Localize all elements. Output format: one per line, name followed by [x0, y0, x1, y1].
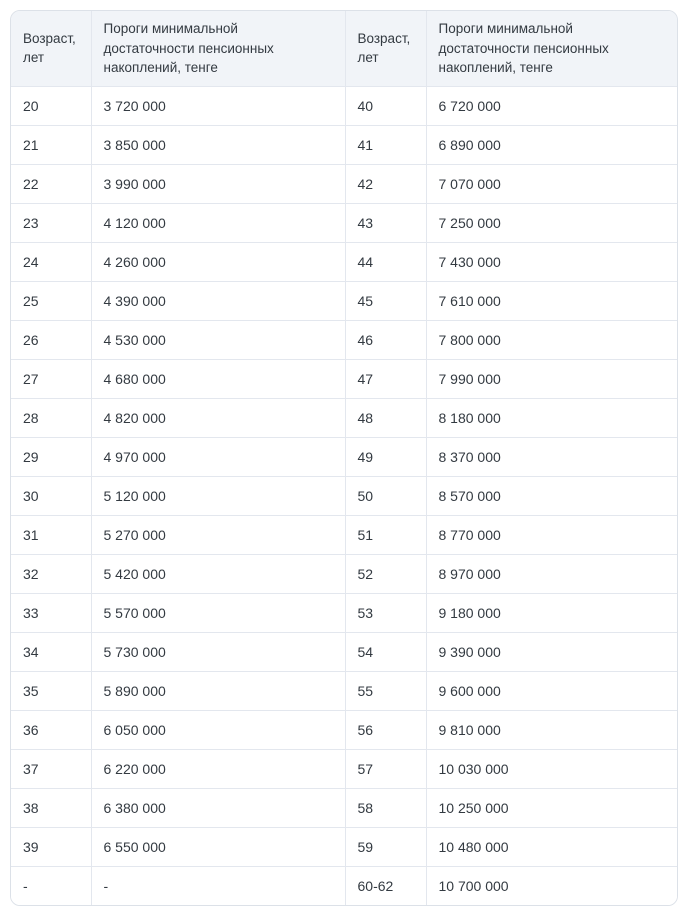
- threshold-cell: 10 700 000: [426, 866, 678, 905]
- data-row: [11, 827, 678, 866]
- data-row: [11, 242, 678, 281]
- threshold-cell: 10 480 000: [426, 827, 678, 866]
- data-row: [11, 476, 678, 515]
- threshold-cell: 3 720 000: [91, 86, 345, 125]
- age-cell: 42: [345, 164, 426, 203]
- age-cell: 23: [11, 203, 91, 242]
- age-cell: 35: [11, 671, 91, 710]
- threshold-cell: 7 990 000: [426, 359, 678, 398]
- age-cell: 40: [345, 86, 426, 125]
- threshold-cell: 6 720 000: [426, 86, 678, 125]
- age-cell: 60-62: [345, 866, 426, 905]
- threshold-cell: 8 370 000: [426, 437, 678, 476]
- table-body: [11, 86, 678, 905]
- threshold-cell: 10 030 000: [426, 749, 678, 788]
- age-cell: 32: [11, 554, 91, 593]
- threshold-column-header: Пороги минимальной достаточности пенсионных накоплений, тенге: [91, 11, 345, 86]
- threshold-cell: 8 180 000: [426, 398, 678, 437]
- age-cell: 39: [11, 827, 91, 866]
- threshold-cell: 6 380 000: [91, 788, 345, 827]
- age-cell: 56: [345, 710, 426, 749]
- age-cell: 43: [345, 203, 426, 242]
- age-cell: 36: [11, 710, 91, 749]
- data-row: [11, 632, 678, 671]
- age-cell: 21: [11, 125, 91, 164]
- threshold-cell: 8 570 000: [426, 476, 678, 515]
- threshold-cell: -: [91, 866, 345, 905]
- age-cell: 31: [11, 515, 91, 554]
- data-row: [11, 437, 678, 476]
- age-cell: 29: [11, 437, 91, 476]
- data-row: [11, 125, 678, 164]
- threshold-cell: 4 260 000: [91, 242, 345, 281]
- data-row: [11, 281, 678, 320]
- data-row: [11, 671, 678, 710]
- data-row: [11, 398, 678, 437]
- threshold-cell: 8 970 000: [426, 554, 678, 593]
- age-column-header: Возраст, лет: [11, 11, 91, 86]
- threshold-cell: 5 420 000: [91, 554, 345, 593]
- threshold-cell: 4 120 000: [91, 203, 345, 242]
- threshold-cell: 10 250 000: [426, 788, 678, 827]
- age-cell: 55: [345, 671, 426, 710]
- threshold-cell: 8 770 000: [426, 515, 678, 554]
- data-row: [11, 203, 678, 242]
- age-cell: 30: [11, 476, 91, 515]
- threshold-cell: 4 680 000: [91, 359, 345, 398]
- threshold-column-header: Пороги минимальной достаточности пенсионных накоплений, тенге: [426, 11, 678, 86]
- threshold-cell: 7 070 000: [426, 164, 678, 203]
- age-cell: 52: [345, 554, 426, 593]
- data-row: [11, 749, 678, 788]
- threshold-cell: 6 550 000: [91, 827, 345, 866]
- age-cell: 20: [11, 86, 91, 125]
- age-cell: 38: [11, 788, 91, 827]
- header-row: [11, 11, 678, 86]
- data-row: [11, 164, 678, 203]
- threshold-cell: 9 600 000: [426, 671, 678, 710]
- data-row: [11, 788, 678, 827]
- age-cell: 22: [11, 164, 91, 203]
- data-row: [11, 515, 678, 554]
- data-row: [11, 554, 678, 593]
- age-cell: 34: [11, 632, 91, 671]
- threshold-cell: 7 800 000: [426, 320, 678, 359]
- data-row: [11, 86, 678, 125]
- age-cell: 24: [11, 242, 91, 281]
- threshold-cell: 4 530 000: [91, 320, 345, 359]
- age-cell: 50: [345, 476, 426, 515]
- age-cell: 45: [345, 281, 426, 320]
- threshold-cell: 5 730 000: [91, 632, 345, 671]
- age-cell: 59: [345, 827, 426, 866]
- threshold-cell: 4 970 000: [91, 437, 345, 476]
- age-cell: 54: [345, 632, 426, 671]
- threshold-cell: 4 820 000: [91, 398, 345, 437]
- threshold-cell: 6 220 000: [91, 749, 345, 788]
- data-row: [11, 593, 678, 632]
- pension-thresholds-table-wrap: [10, 10, 678, 906]
- threshold-cell: 5 570 000: [91, 593, 345, 632]
- age-cell: 26: [11, 320, 91, 359]
- threshold-cell: 4 390 000: [91, 281, 345, 320]
- age-cell: 25: [11, 281, 91, 320]
- age-cell: 41: [345, 125, 426, 164]
- age-cell: 44: [345, 242, 426, 281]
- threshold-cell: 6 050 000: [91, 710, 345, 749]
- threshold-cell: 7 430 000: [426, 242, 678, 281]
- age-cell: 51: [345, 515, 426, 554]
- threshold-cell: 3 850 000: [91, 125, 345, 164]
- age-cell: 53: [345, 593, 426, 632]
- age-cell: -: [11, 866, 91, 905]
- age-cell: 57: [345, 749, 426, 788]
- threshold-cell: 5 120 000: [91, 476, 345, 515]
- age-column-header: Возраст, лет: [345, 11, 426, 86]
- threshold-cell: 9 180 000: [426, 593, 678, 632]
- threshold-cell: 9 390 000: [426, 632, 678, 671]
- threshold-cell: 3 990 000: [91, 164, 345, 203]
- threshold-cell: 5 890 000: [91, 671, 345, 710]
- pension-thresholds-table: [11, 11, 678, 905]
- age-cell: 48: [345, 398, 426, 437]
- age-cell: 49: [345, 437, 426, 476]
- age-cell: 46: [345, 320, 426, 359]
- age-cell: 47: [345, 359, 426, 398]
- age-cell: 27: [11, 359, 91, 398]
- threshold-cell: 9 810 000: [426, 710, 678, 749]
- threshold-cell: 7 610 000: [426, 281, 678, 320]
- data-row: [11, 866, 678, 905]
- age-cell: 58: [345, 788, 426, 827]
- threshold-cell: 7 250 000: [426, 203, 678, 242]
- age-cell: 28: [11, 398, 91, 437]
- data-row: [11, 359, 678, 398]
- data-row: [11, 320, 678, 359]
- threshold-cell: 5 270 000: [91, 515, 345, 554]
- table-header: [11, 11, 678, 86]
- data-row: [11, 710, 678, 749]
- age-cell: 33: [11, 593, 91, 632]
- age-cell: 37: [11, 749, 91, 788]
- threshold-cell: 6 890 000: [426, 125, 678, 164]
